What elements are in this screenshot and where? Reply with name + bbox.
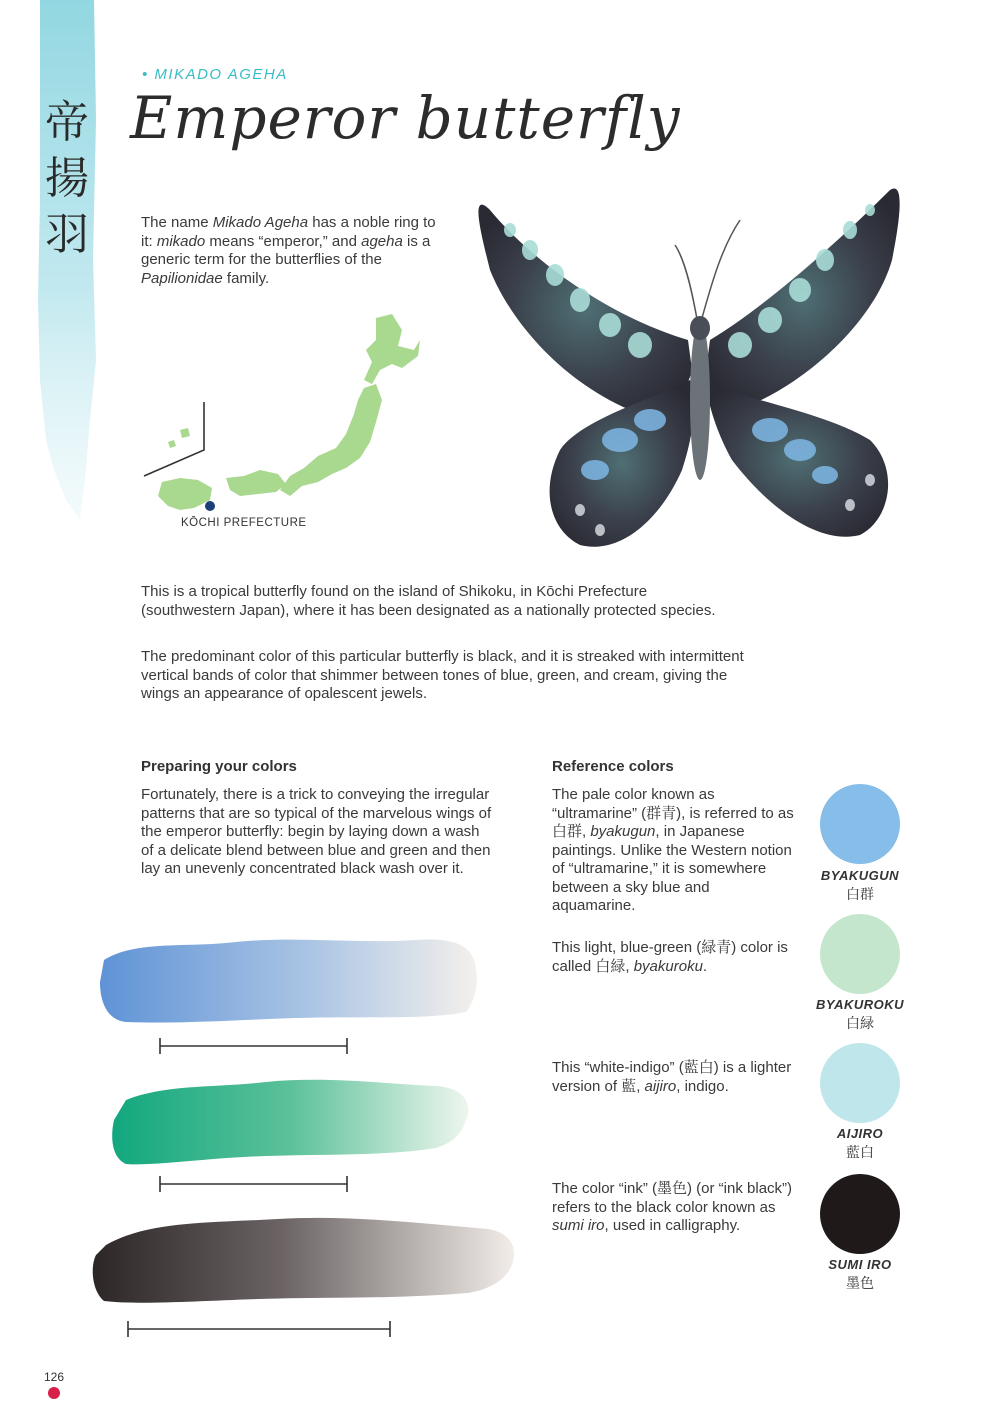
swatch-aijiro [820,1043,900,1123]
preparing-heading: Preparing your colors [141,758,297,775]
reference-text-byakugun [552,786,797,916]
text-run: The pale color known as “ultramarine” (群青), is referred to as 白群, [552,786,794,840]
habitat-paragraph: This is a tropical butterfly found on the island of Shikoku, in Kōchi Prefecture (southwestern Japan), where it has been designated as a nationally protected species. [141,583,716,619]
kanji-char: 羽 [45,209,89,260]
swatch-kanji: 白緑 [846,1016,874,1032]
butterfly-illustration [470,150,910,570]
kanji-char: 帝 [45,97,89,148]
italic-term: byakugun [590,823,656,840]
swatch-kanji: 白群 [846,887,874,903]
reference-text-sumi-iro [552,1180,797,1236]
intro-paragraph [141,214,441,288]
swatch-byakuroku [820,914,900,994]
italic-term: aijiro [644,1077,677,1095]
text-run: family. [222,269,270,287]
text-run: , indigo. [676,1077,729,1095]
text-run: , in Japanese paintings. Unlike the Western notion of “ultramarine,” it is somewhere between a sky blue and aquamarine. [552,823,792,914]
reference-text-byakuroku [552,939,797,976]
swatch-kanji: 墨色 [846,1276,874,1292]
page-title: Emperor butterfly [130,84,681,152]
kochi-marker [205,501,215,511]
swatch-name: BYAKUGUN [820,868,900,883]
page-number: 126 [44,1370,65,1384]
italic-term: Papilionidae [141,269,223,287]
preparing-text: Fortunately, there is a trick to conveying the irregular patterns that are so typical of the marvelous wings of the emperor butterfly: begin by laying down a wash of a delicate blend between blue and green and then lay an unevenly concentrated black wash over it. [141,786,492,877]
swatch-name: AIJIRO [836,1126,884,1141]
vertical-kanji-title [36,95,98,263]
page-marker-dot [48,1387,60,1399]
text-run: , used in calligraphy. [604,1217,741,1234]
text-run: means “emperor,” and [205,232,362,250]
italic-term: mikado [156,232,206,250]
kanji-char: 揚 [45,153,89,204]
italic-term: ageha [361,232,403,250]
reference-text-aijiro [552,1059,797,1096]
swatch-sumi-iro [820,1174,900,1254]
text-run: . [702,957,708,975]
text-run: This light, blue-green (緑青) color is called 白緑, [552,939,788,975]
japan-map [140,310,430,530]
swatch-kanji: 藍白 [846,1145,874,1161]
italic-term: Mikado Ageha [212,214,309,231]
swatch-byakugun [820,784,900,864]
map-land [158,314,420,510]
color-paragraph: The predominant color of this particular butterfly is black, and it is streaked with intermittent vertical bands of color that shimmer between tones of blue, green, and cream, giving the wings an appearance of opalescent jewels. [141,648,744,702]
swatch-name: SUMI IRO [828,1257,892,1272]
brush-stroke-black [88,1205,528,1345]
kicker-label: • MIKADO AGEHA [142,66,288,83]
text-run: This “white-indigo” (藍白) is a lighter version of 藍, [552,1059,792,1095]
text-run: The name [141,214,213,231]
swatch-name: BYAKUROKU [815,997,905,1012]
italic-term: byakuroku [633,957,703,975]
reference-heading: Reference colors [552,758,674,775]
map-label: KŌCHI PREFECTURE [181,517,307,529]
italic-term: sumi iro [552,1217,605,1234]
text-run: is a generic term for the butterflies of the [141,232,431,268]
map-inset-line [144,402,204,476]
brush-stroke-green [96,1070,486,1200]
brush-stroke-blue [96,930,486,1060]
text-run: has a noble ring to it: [141,214,436,250]
text-run: The color “ink” (墨色) (or “ink black”) refers to the black color known as [552,1180,793,1216]
